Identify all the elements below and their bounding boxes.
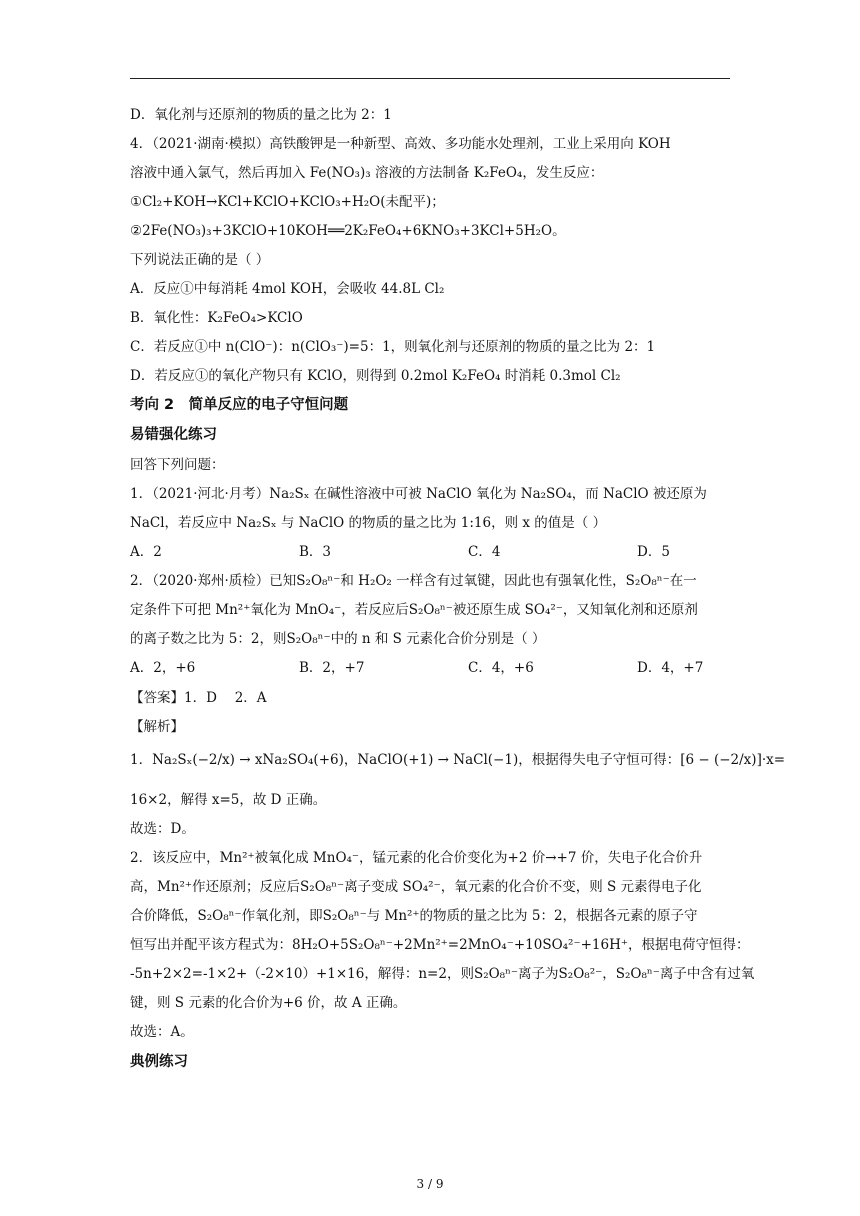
option-d: D．5 [637, 544, 670, 560]
reaction-2: ②2Fe(NO₃)₃+3KClO+10KOH══2K₂FeO₄+6KNO₃+3KCl+5H₂O。 [130, 223, 566, 239]
subsection-heading: 易错强化练习 [130, 427, 217, 443]
explanation-1-formula: 1．Na₂Sₓ(−2/x) → xNa₂SO₄(+6)，NaClO(+1) → NaCl(−1)，根据得失电子守恒可得：[6 − (−2/x)]·x= [130, 752, 786, 768]
option-b: B．氧化性：K₂FeO₄>KClO [130, 310, 303, 326]
text-line: 16×2，解得 x=5，故 D 正确。 [130, 792, 327, 808]
question-4-stem: 4．（2021·湖南·模拟）高铁酸钾是一种新型、高效、多功能水处理剂，工业上采用向 KOH [130, 136, 671, 152]
explanation-label: 【解析】 [130, 719, 184, 735]
option-a: A．2 [130, 544, 162, 560]
option-c: C．若反应①中 n(ClO⁻)：n(ClO₃⁻)=5：1，则氧化剂与还原剂的物质的量之比为 2：1 [130, 339, 656, 355]
option-d: D．若反应①的氧化产物只有 KClO，则得到 0.2mol K₂FeO₄ 时消耗 0.3mol Cl₂ [130, 368, 621, 384]
option-b: B．3 [299, 544, 332, 560]
option-a: A．2，+6 [130, 660, 196, 676]
header-rule [130, 78, 730, 79]
text-line: NaCl，若反应中 Na₂Sₓ 与 NaClO 的物质的量之比为 1:16，则 x 的值是（ ） [130, 515, 607, 531]
option-c: C．4 [468, 544, 501, 560]
explanation-2: 2．该反应中，Mn²⁺被氧化成 MnO₄⁻，锰元素的化合价变化为+2 价→+7 价，失电子化合价升 [130, 850, 703, 866]
text-line: 键，则 S 元素的化合价为+6 价，故 A 正确。 [130, 995, 407, 1011]
page-number: 3 / 9 [416, 1177, 444, 1191]
text-line: 恒写出并配平该方程式为：8H₂O+5S₂O₈ⁿ⁻+2Mn²⁺=2MnO₄⁻+10SO₄²⁻+16H⁺，根据电荷守恒得： [130, 937, 750, 953]
text-line: 故选：A。 [130, 1024, 194, 1040]
text-line: 高，Mn²⁺作还原剂；反应后S₂O₈ⁿ⁻离子变成 SO₄²⁻，氧元素的化合价不变，则 S 元素得电子化 [130, 879, 702, 895]
text-line: 回答下列问题： [130, 457, 225, 473]
reaction-1: ①Cl₂+KOH→KCl+KClO+KClO₃+H₂O(未配平)； [130, 194, 445, 210]
text-line: -5n+2×2=-1×2+（-2×10）+1×16，解得：n=2，则S₂O₈ⁿ⁻离子为S₂O₈²⁻，S₂O₈ⁿ⁻离子中含有过氧 [130, 966, 755, 982]
option-b: B．2，+7 [299, 660, 365, 676]
answer-line: 【答案】1．D 2．A [130, 690, 267, 706]
option-c: C．4，+6 [468, 660, 534, 676]
text-line: 定条件下可把 Mn²⁺氧化为 MnO₄⁻，若反应后S₂O₈ⁿ⁻被还原生成 SO₄²⁻，又知氧化剂和还原剂 [130, 602, 698, 618]
subsection-heading: 典例练习 [130, 1054, 188, 1070]
question-1-stem: 1．（2021·河北·月考）Na₂Sₓ 在碱性溶液中可被 NaClO 氧化为 Na₂SO₄，而 NaClO 被还原为 [130, 486, 707, 502]
section-heading: 考向 2 简单反应的电子守恒问题 [130, 397, 349, 413]
text-line: 下列说法正确的是（ ） [130, 252, 270, 268]
text-line: 的离子数之比为 5：2，则S₂O₈ⁿ⁻中的 n 和 S 元素化合价分别是（ ） [130, 631, 546, 647]
text-line: 溶液中通入氯气，然后再加入 Fe(NO₃)₃ 溶液的方法制备 K₂FeO₄，发生反应： [130, 165, 604, 181]
question-2-stem: 2．（2020·郑州·质检）已知S₂O₈ⁿ⁻和 H₂O₂ 一样含有过氧键，因此也有强氧化性，S₂O₈ⁿ⁻在一 [130, 573, 697, 589]
option-d: D．4，+7 [637, 660, 704, 676]
text-line: 合价降低，S₂O₈ⁿ⁻作氧化剂，即S₂O₈ⁿ⁻与 Mn²⁺的物质的量之比为 5：2，根据各元素的原子守 [130, 908, 698, 924]
text-line: D．氧化剂与还原剂的物质的量之比为 2：1 [130, 107, 392, 123]
text-line: 故选：D。 [130, 821, 195, 837]
option-a: A．反应①中每消耗 4mol KOH，会吸收 44.8L Cl₂ [130, 281, 445, 297]
